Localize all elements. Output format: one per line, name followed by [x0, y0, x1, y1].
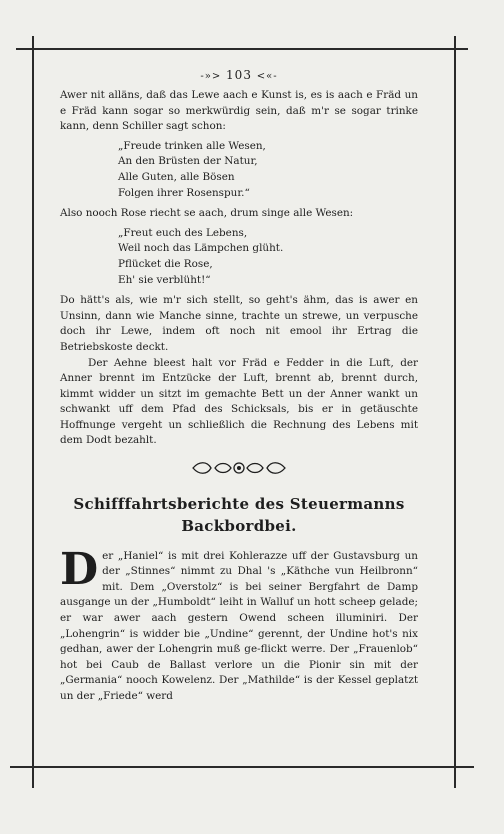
verse-line: Eh' sie verblüht!“: [118, 273, 211, 286]
paragraph-4: Der Aehne bleest halt vor Fräd e Fedder in die Luft, der Anner brennt im Entzücke der Luft, brennt ab, brennt durch, kimmt widder un sitzt im gemachte Bett un der Anner wankt un schwankt uff dem Pfad des Schicksals, bis er in getäuschte Hoffnunge vergeht un schließlich die Rechnung des Lebens mit dem Dodt bezahlt.: [60, 356, 418, 447]
verse-line: Weil noch das Lämpchen glüht.: [118, 242, 284, 255]
section-title-line-2: Backbordbei.: [181, 516, 297, 535]
header-ornament-right: <«-: [256, 71, 278, 82]
section-body-text: er „Haniel“ is mit drei Kohlerazze uff der Gustavsburg un der „Stinnes“ nimmt zu Dhal 's „Käthche vun Heilbronn“ mit. Dem „Overstolz“ is bei seiner Bergfahrt de Damp ausgange un der „Humboldt“ leiht in Walluf un hott scheep gelade; er war awer aach gestern Owend scheen illuminiri. Der „Lohengrin“ is widder bie „Undine“ gerennt, der Undine hot's nix gedhan, awer der Lohengrin muß ge-flickt werre. Der „Frauenlob“ hot bei Caub de Ballast verlore un die Pionir sin mit der „Germania“ nooch Kowelenz. Der „Mathilde“ is der Kessel geplatzt un der „Friede“ werd: [60, 549, 418, 702]
drop-cap: D: [60, 543, 99, 595]
verse-line: Folgen ihrer Rosenspur.“: [118, 186, 250, 199]
frame-top-rule: [16, 48, 468, 50]
verse-line: Pflücket die Rose,: [118, 257, 213, 270]
verse-block-2: [118, 226, 418, 288]
frame-left-rule: [32, 36, 34, 788]
verse-line: „Freut euch des Lebens,: [118, 226, 248, 239]
section-body: [60, 543, 418, 705]
page-header: [60, 64, 418, 88]
verse-line: An den Brüsten der Natur,: [118, 155, 258, 168]
page-content: [60, 64, 418, 705]
frame-right-rule: [454, 36, 456, 788]
frame-bottom-rule: [10, 766, 474, 768]
verse-block-1: [118, 139, 418, 201]
verse-line: „Freude trinken alle Wesen,: [118, 139, 266, 152]
fleuron-ornament-icon: [60, 459, 418, 483]
paragraph-1: Awer nit alläns, daß das Lewe aach e Kunst is, es is aach e Fräd un e Fräd kann sogar so merkwürdig sein, daß m'r se sogar trinke kann, denn Schiller sagt schon:: [60, 89, 418, 133]
section-title: [60, 493, 418, 537]
paragraph-2: Also nooch Rose riecht se aach, drum singe alle Wesen:: [60, 207, 354, 220]
verse-line: Alle Guten, alle Bösen: [118, 170, 235, 183]
paragraph-3: Do hätt's als, wie m'r sich stellt, so geht's ähm, das is awer en Unsinn, dann wie Manche sinne, trachte un strewe, un verpusche doch ihr Lewe, indem oft noch nit emool ihr Ertrag die Betriebskoste deckt.: [60, 294, 418, 353]
header-ornament-left: -»>: [200, 71, 222, 82]
section-title-line-1: Schifffahrtsberichte des Steuermanns: [73, 494, 405, 513]
page-number: 103: [226, 68, 252, 82]
